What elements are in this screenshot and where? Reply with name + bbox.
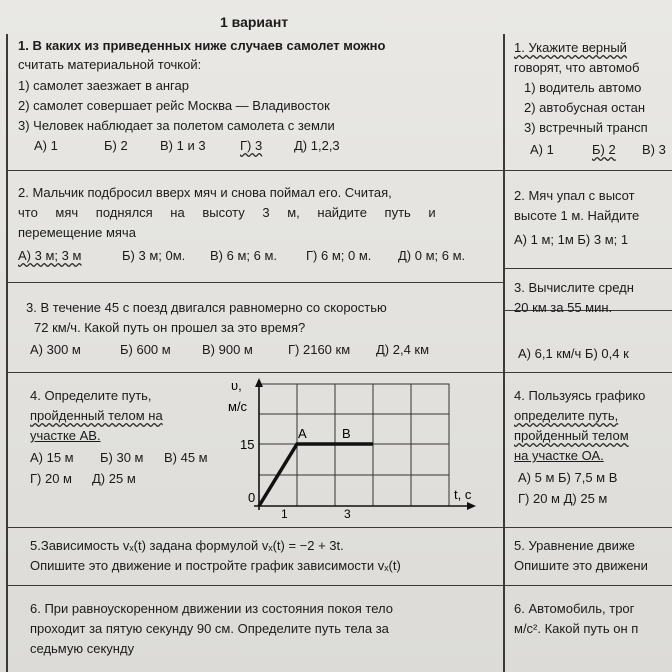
q2-text-line2: что мяч поднялся на высоту 3 м, найдите путь и <box>18 205 436 220</box>
x-axis-arrow-icon <box>467 502 476 510</box>
y-axis-arrow-icon <box>255 378 263 387</box>
r-q3-line1: 3. Вычислите средн <box>514 280 634 295</box>
q4-answer-b: Б) 30 м <box>100 450 144 465</box>
q4-answer-a: А) 15 м <box>30 450 74 465</box>
r-q3-answers: А) 6,1 км/ч Б) 0,4 к <box>518 346 629 361</box>
r-q5-line2: Опишите это движени <box>514 558 648 573</box>
q2-answer-a-marked: А) 3 м; 3 м <box>18 248 82 263</box>
r-q1-line3: 1) водитель автомо <box>524 80 642 95</box>
q4-answer-c: В) 45 м <box>164 450 208 465</box>
r-q6-line1: 6. Автомобиль, трог <box>514 601 635 616</box>
q3-text-line2: 72 км/ч. Какой путь он прошел за это время? <box>34 320 306 335</box>
q1-answer-c: В) 1 и 3 <box>160 138 206 153</box>
q4-answer-d: Г) 20 м <box>30 471 72 486</box>
x-tick-3: 3 <box>344 507 351 518</box>
r-q4-answers-row2: Г) 20 м Д) 25 м <box>518 491 608 506</box>
r-q2-line1: 2. Мяч упал с высот <box>514 188 635 203</box>
q2-text-line1: 2. Мальчик подбросил вверх мяч и снова поймал его. Считая, <box>18 185 392 200</box>
q1-option-1: 1) самолет заезжает в ангар <box>18 78 189 93</box>
row-divider <box>6 282 505 283</box>
velocity-time-graph <box>226 378 486 518</box>
y-axis-label-2: м/с <box>228 399 248 414</box>
point-a-label: A <box>298 426 307 441</box>
r-q1-answer-c: В) 3 <box>642 142 666 157</box>
q4-text-line3: участке АВ. <box>30 428 101 443</box>
y-axis-label-1: υ, <box>231 378 242 393</box>
q1-answer-d-marked: Г) 3 <box>240 138 263 153</box>
row-divider <box>6 585 672 586</box>
x-axis-label: t, c <box>454 487 472 502</box>
right-row-divider <box>505 268 672 269</box>
r-q1-line2: говорят, что автомоб <box>514 60 640 75</box>
r-q4-line3: пройденный телом <box>514 428 629 443</box>
r-q3-line2: 20 км за 55 мин. <box>514 300 613 315</box>
r-q4-line4: на участке ОА. <box>514 448 604 463</box>
r-q1-line1: 1. Укажите верный <box>514 40 627 55</box>
r-q2-line2: высоте 1 м. Найдите <box>514 208 640 223</box>
q2-text-line3: перемещение мяча <box>18 225 136 240</box>
q2-answer-e: Д) 0 м; 6 м. <box>398 248 466 263</box>
table-left-border <box>6 34 8 672</box>
q6-text-line2: проходит за пятую секунду 90 см. Определите путь тела за <box>30 621 389 636</box>
q3-answer-e: Д) 2,4 км <box>376 342 430 357</box>
q3-answer-a: А) 300 м <box>30 342 81 357</box>
r-q2-answers: А) 1 м; 1м Б) 3 м; 1 <box>514 232 629 247</box>
q1-answer-a: А) 1 <box>34 138 58 153</box>
r-q4-answers-row1: А) 5 м Б) 7,5 м В <box>518 470 618 485</box>
q4-text-line2: пройденный телом на <box>30 408 163 423</box>
q6-text-line3: седьмую секунду <box>30 641 135 656</box>
y-tick-15: 15 <box>240 437 255 452</box>
origin-label: 0 <box>248 490 256 505</box>
r-q4-line1: 4. Пользуясь графико <box>514 388 646 403</box>
r-q1-answer-b-marked: Б) 2 <box>592 142 616 157</box>
r-q5-line1: 5. Уравнение движе <box>514 538 635 553</box>
q3-answer-d: Г) 2160 км <box>288 342 351 357</box>
q1-option-3: 3) Человек наблюдает за полетом самолета с земли <box>18 118 335 133</box>
q3-answer-c: В) 900 м <box>202 342 253 357</box>
q4-answer-e: Д) 25 м <box>92 471 136 486</box>
q1-answer-b: Б) 2 <box>104 138 128 153</box>
q1-text-line2: считать материальной точкой: <box>18 57 202 72</box>
q1-text-line1: 1. В каких из приведенных ниже случаев самолет можно <box>18 38 386 53</box>
q1-option-2: 2) самолет совершает рейс Москва — Владивосток <box>18 98 330 113</box>
r-q4-line2: определите путь, <box>514 408 619 423</box>
row-divider <box>6 527 672 528</box>
q3-answer-b: Б) 600 м <box>120 342 171 357</box>
point-b-label: B <box>342 426 351 441</box>
q1-answer-e: Д) 1,2,3 <box>294 138 340 153</box>
r-q1-answer-a: А) 1 <box>530 142 554 157</box>
column-divider <box>503 34 505 672</box>
q2-answer-b: Б) 3 м; 0м. <box>122 248 186 263</box>
q2-answer-d: Г) 6 м; 0 м. <box>306 248 372 263</box>
q2-answer-c: В) 6 м; 6 м. <box>210 248 278 263</box>
q6-text-line1: 6. При равноускоренном движении из состояния покоя тело <box>30 601 393 616</box>
row-divider <box>6 372 672 373</box>
x-tick-1: 1 <box>281 507 288 518</box>
q4-text-line1: 4. Определите путь, <box>30 388 152 403</box>
q5-text-line1: 5.Зависимость vₓ(t) задана формулой vₓ(t) = −2 + 3t. <box>30 538 344 553</box>
r-q1-line4: 2) автобусная остан <box>524 100 646 115</box>
r-q6-line2: м/с². Какой путь он п <box>514 621 639 636</box>
q5-text-line2: Опишите это движение и постройте график зависимости vₓ(t) <box>30 558 401 573</box>
q3-text-line1: 3. В течение 45 с поезд двигался равномерно со скоростью <box>26 300 387 315</box>
variant-title: 1 вариант <box>220 14 289 30</box>
row-divider <box>6 170 672 171</box>
r-q1-line5: 3) встречный трансп <box>524 120 648 135</box>
